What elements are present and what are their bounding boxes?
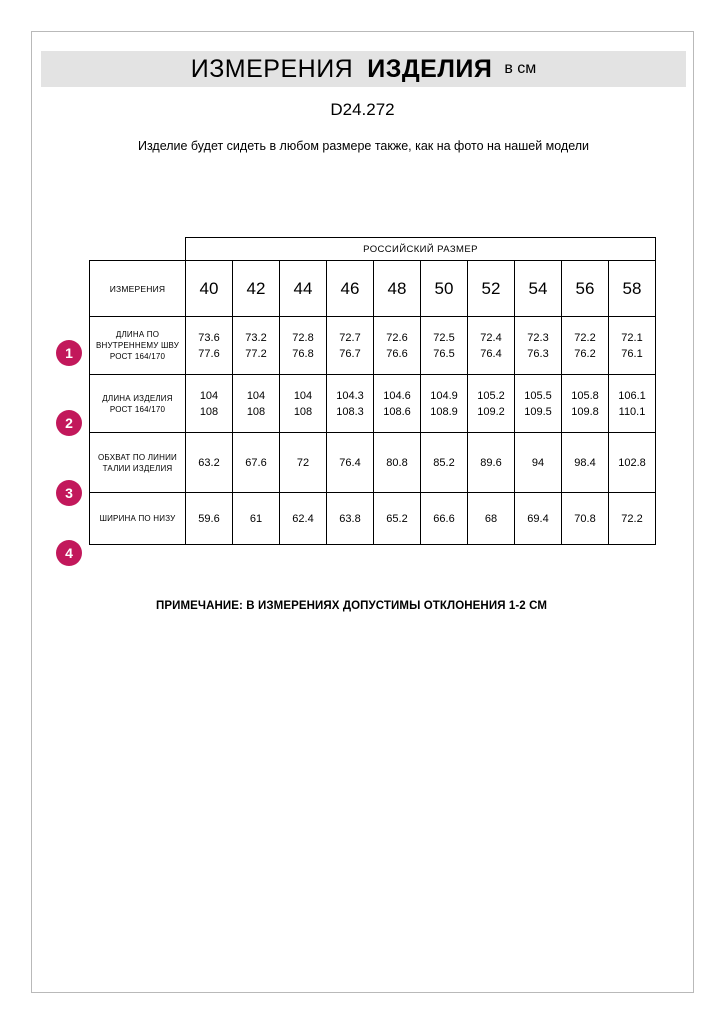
cell-row2-size48: 104.6 108.6: [374, 375, 421, 433]
table-row: [90, 375, 656, 433]
row-label-bottom-width: ШИРИНА ПО НИЗУ: [90, 493, 186, 545]
cell-row4-size44: 62.4: [280, 493, 327, 545]
header-measurements-label: ИЗМЕРЕНИЯ: [90, 261, 186, 317]
cell-row3-size56: 98.4: [562, 433, 609, 493]
row-label-product-length: ДЛИНА ИЗДЕЛИЯ РОСТ 164/170: [90, 375, 186, 433]
size-header-44: 44: [280, 261, 327, 317]
empty-corner-cell: [90, 238, 186, 261]
size-header-40: 40: [186, 261, 233, 317]
cell-row2-size54: 105.5 109.5: [515, 375, 562, 433]
cell-row2-size40: 104 108: [186, 375, 233, 433]
cell-row4-size40: 59.6: [186, 493, 233, 545]
table-group-header-row: [90, 238, 656, 261]
cell-row3-size44: 72: [280, 433, 327, 493]
cell-row2-size50: 104.9 108.9: [421, 375, 468, 433]
row-badge-4: 4: [56, 540, 82, 566]
cell-row4-size56: 70.8: [562, 493, 609, 545]
cell-row4-size54: 69.4: [515, 493, 562, 545]
cell-row3-size42: 67.6: [233, 433, 280, 493]
title-banner: [41, 51, 686, 87]
table-row: [90, 493, 656, 545]
cell-row3-size54: 94: [515, 433, 562, 493]
title-units: в см: [504, 60, 537, 77]
title-product: ИЗДЕЛИЯ: [367, 54, 493, 83]
size-header-46: 46: [327, 261, 374, 317]
size-header-54: 54: [515, 261, 562, 317]
cell-row4-size46: 63.8: [327, 493, 374, 545]
cell-row1-size42: 73.2 77.2: [233, 317, 280, 375]
cell-row3-size52: 89.6: [468, 433, 515, 493]
cell-row1-size44: 72.8 76.8: [280, 317, 327, 375]
row-label-waist-circumference: ОБХВАТ ПО ЛИНИИ ТАЛИИ ИЗДЕЛИЯ: [90, 433, 186, 493]
product-code: D24.272: [330, 100, 395, 119]
cell-row3-size58: 102.8: [609, 433, 656, 493]
cell-row1-size50: 72.5 76.5: [421, 317, 468, 375]
title-measurements: ИЗМЕРЕНИЯ: [190, 54, 354, 83]
size-header-56: 56: [562, 261, 609, 317]
cell-row1-size40: 73.6 77.6: [186, 317, 233, 375]
cell-row1-size58: 72.1 76.1: [609, 317, 656, 375]
table-size-header-row: [90, 261, 656, 317]
cell-row1-size56: 72.2 76.2: [562, 317, 609, 375]
cell-row4-size50: 66.6: [421, 493, 468, 545]
size-header-52: 52: [468, 261, 515, 317]
document-page: [31, 31, 694, 993]
cell-row3-size46: 76.4: [327, 433, 374, 493]
cell-row3-size48: 80.8: [374, 433, 421, 493]
cell-row4-size58: 72.2: [609, 493, 656, 545]
size-header-42: 42: [233, 261, 280, 317]
cell-row2-size58: 106.1 110.1: [609, 375, 656, 433]
cell-row2-size52: 105.2 109.2: [468, 375, 515, 433]
cell-row3-size50: 85.2: [421, 433, 468, 493]
cell-row1-size54: 72.3 76.3: [515, 317, 562, 375]
cell-row3-size40: 63.2: [186, 433, 233, 493]
row-badge-3: 3: [56, 480, 82, 506]
cell-row4-size52: 68: [468, 493, 515, 545]
table-row: [90, 317, 656, 375]
measurements-table: [89, 237, 656, 545]
group-header-russian-size: РОССИЙСКИЙ РАЗМЕР: [186, 238, 656, 261]
subtitle-text: Изделие будет сидеть в любом размере также, как на фото на нашей модели: [137, 139, 590, 153]
size-header-50: 50: [421, 261, 468, 317]
row-badge-1: 1: [56, 340, 82, 366]
cell-row4-size42: 61: [233, 493, 280, 545]
row-badge-2: 2: [56, 410, 82, 436]
cell-row2-size42: 104 108: [233, 375, 280, 433]
cell-row2-size46: 104.3 108.3: [327, 375, 374, 433]
cell-row1-size48: 72.6 76.6: [374, 317, 421, 375]
cell-row2-size56: 105.8 109.8: [562, 375, 609, 433]
cell-row1-size52: 72.4 76.4: [468, 317, 515, 375]
cell-row1-size46: 72.7 76.7: [327, 317, 374, 375]
note-text: ПРИМЕЧАНИЕ: В ИЗМЕРЕНИЯХ ДОПУСТИМЫ ОТКЛОНЕНИЯ 1-2 СМ: [155, 600, 548, 612]
cell-row2-size44: 104 108: [280, 375, 327, 433]
cell-row4-size48: 65.2: [374, 493, 421, 545]
row-label-inseam-length: ДЛИНА ПО ВНУТРЕННЕМУ ШВУ РОСТ 164/170: [90, 317, 186, 375]
size-header-58: 58: [609, 261, 656, 317]
table-row: [90, 433, 656, 493]
size-header-48: 48: [374, 261, 421, 317]
